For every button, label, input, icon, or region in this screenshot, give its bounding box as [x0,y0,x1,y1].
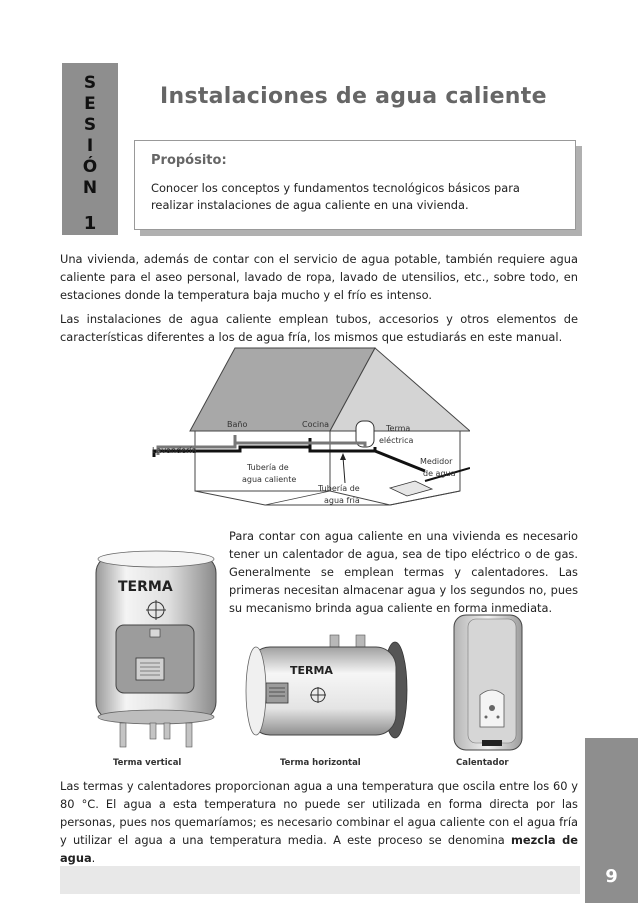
label-terma-electrica: eléctrica [379,436,414,445]
session-letter: E [84,94,96,114]
label-medidor-agua: de agua [423,469,456,478]
session-letter: N [82,178,98,198]
label-tuberia-fria-2: agua fría [324,496,360,505]
label-tuberia-fria: Tubería de [318,484,360,493]
heaters-illustration [60,545,580,770]
label-terma: Terma [386,424,411,433]
horizontal-brand-text: TERMA [290,664,333,677]
session-letter: I [86,136,94,156]
label-cocina: Cocina [302,420,330,429]
purpose-title: Propósito: [151,153,227,168]
instant-heater-label: Calentador [456,758,509,768]
instant-heater-knob [489,705,495,711]
temperature-text: Las termas y calentadores proporcionan agua a una temperatura que oscila entre los 60 y 80 °C. El agua a esta temperatura no puede ser utilizada en forma directa por las personas, pues nos quemaríamos; es necesario combinar el agua caliente con el agua fría y utilizar el agua a una temperatura media. A este proceso se denomina [60,779,578,847]
temperature-text-end: . [91,851,96,865]
heater-paragraph: Para contar con agua caliente en una vivienda es necesario tener un calentador de agua, sea de tipo eléctrico o de gas. Generalmente se emplean termas y calentadores. Las primeras necesitan almacenar agua y los segundos no, pues su mecanismo brinda agua caliente en forma inmediata. [229,529,578,615]
horizontal-heater [246,635,407,738]
horizontal-control-panel [266,683,288,703]
purpose-box [134,140,576,230]
horizontal-heater-label: Terma horizontal [280,758,361,768]
session-letters [83,73,97,199]
session-letter: S [83,73,97,93]
session-tab [62,63,118,235]
session-number: 1 [83,213,97,234]
label-tuberia-caliente-2: agua caliente [242,475,297,484]
label-lavanderia: Lavandería [152,446,197,455]
page-number: 9 [605,866,618,887]
intro-paragraph: Una vivienda, además de contar con el servicio de agua potable, también requiere agua caliente para el aseo personal, lavado de ropa, lavado de utensilios, etc., sobre todo, en estaciones donde la temperatura baja mucho y el frío es intenso. [60,252,578,302]
label-bano: Baño [227,420,248,429]
temperature-paragraph [60,777,578,867]
label-tuberia-caliente: Tubería de [247,463,289,472]
label-medidor: Medidor [420,457,453,466]
vertical-heater [96,551,216,747]
mezcla-term: mezcla de agua [60,833,578,865]
instant-heater [454,615,522,750]
session-letter: S [83,115,97,135]
house-installation-diagram [140,343,470,513]
footer-bar [60,866,580,894]
vertical-brand-text: TERMA [118,579,173,595]
vertical-heater-label: Terma vertical [113,758,182,768]
purpose-text: Conocer los conceptos y fundamentos tecnológicos básicos para realizar instalaciones de agua caliente en una vivienda. [151,181,520,212]
page-title: Instalaciones de agua caliente [160,84,547,109]
installations-paragraph: Las instalaciones de agua caliente emplean tubos, accesorios y otros elementos de características diferentes a los de agua fría, los mismos que estudiarás en este manual. [60,312,578,344]
session-letter: Ó [82,157,98,177]
